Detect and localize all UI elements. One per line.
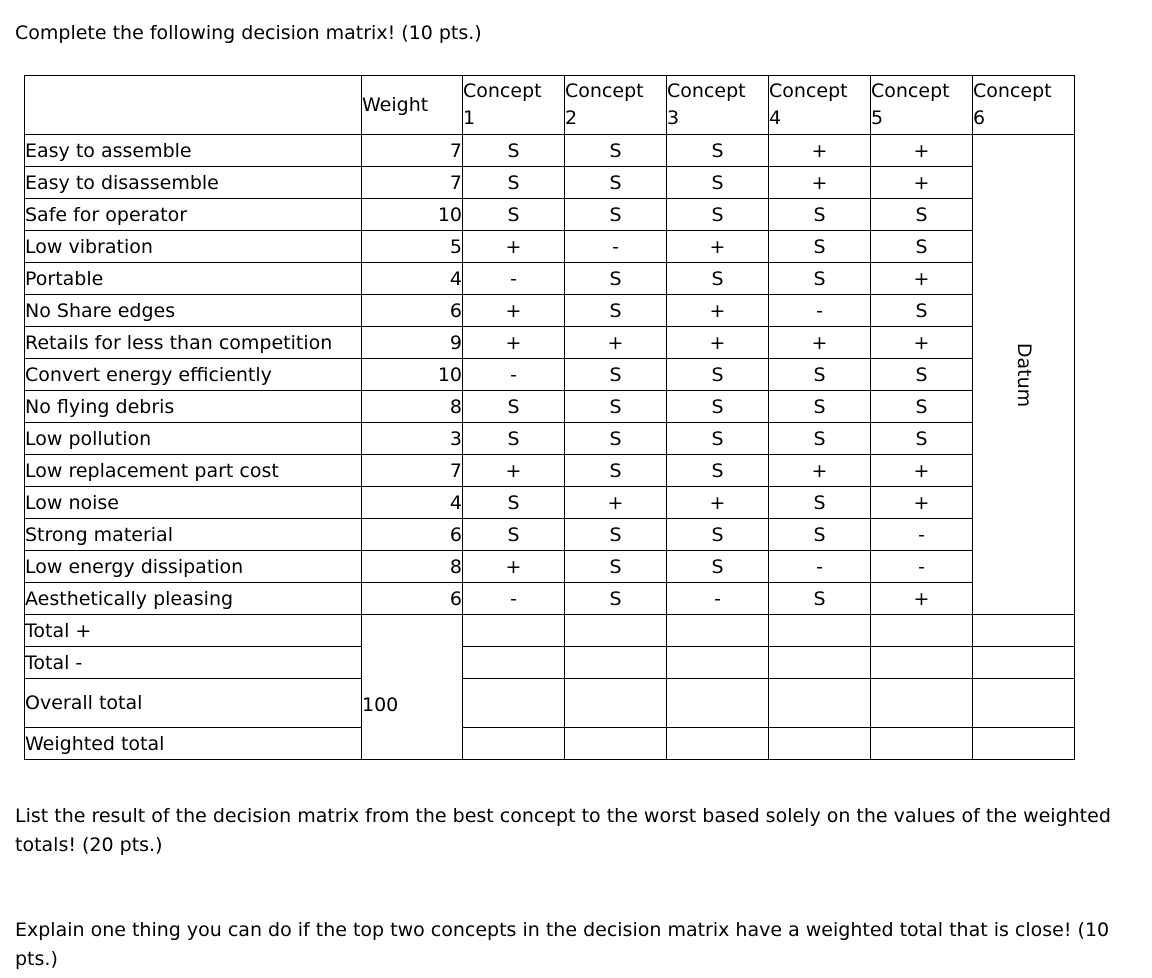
concept-4-rating: S <box>769 231 871 263</box>
criterion-row <box>25 199 1075 231</box>
weighted-total-concept-4-cell[interactable] <box>769 728 871 760</box>
criterion-weight: 8 <box>362 551 463 583</box>
concept-1-header: Concept 1 <box>463 76 565 135</box>
total-plus-concept-4-cell[interactable] <box>769 615 871 647</box>
weighted-total-concept-6-cell[interactable] <box>973 728 1075 760</box>
concept-3-rating: S <box>667 135 769 167</box>
concept-5-header: Concept 5 <box>871 76 973 135</box>
criterion-row <box>25 423 1075 455</box>
overall-total-label: Overall total <box>25 679 362 728</box>
concept-1-rating: S <box>463 519 565 551</box>
criterion-row <box>25 519 1075 551</box>
concept-1-rating: S <box>463 135 565 167</box>
concept-2-rating: + <box>565 487 667 519</box>
criterion-row <box>25 583 1075 615</box>
concept-3-header: Concept 3 <box>667 76 769 135</box>
overall-total-row <box>25 679 1075 728</box>
criterion-label: No Share edges <box>25 295 362 327</box>
concept-2-rating: S <box>565 423 667 455</box>
criterion-label: Low vibration <box>25 231 362 263</box>
criterion-label: Strong material <box>25 519 362 551</box>
total-minus-concept-5-cell[interactable] <box>871 647 973 679</box>
concept-2-rating: S <box>565 199 667 231</box>
total-plus-row <box>25 615 1075 647</box>
concept-5-rating: + <box>871 487 973 519</box>
overall-total-concept-5-cell[interactable] <box>871 679 973 728</box>
overall-total-concept-4-cell[interactable] <box>769 679 871 728</box>
criterion-weight: 4 <box>362 263 463 295</box>
header-row <box>25 76 1075 135</box>
concept-4-rating: - <box>769 295 871 327</box>
criterion-label: Convert energy efficiently <box>25 359 362 391</box>
concept-2-rating: S <box>565 167 667 199</box>
concept-3-rating: + <box>667 487 769 519</box>
concept-2-header: Concept 2 <box>565 76 667 135</box>
total-plus-concept-1-cell[interactable] <box>463 615 565 647</box>
total-plus-concept-3-cell[interactable] <box>667 615 769 647</box>
question-3: Explain one thing you can do if the top two concepts in the decision matrix have a weighted total that is close! (10 pts.) <box>15 919 1110 970</box>
total-minus-row <box>25 647 1075 679</box>
concept-3-rating: + <box>667 231 769 263</box>
criterion-label: Low replacement part cost <box>25 455 362 487</box>
concept-2-rating: S <box>565 295 667 327</box>
weighted-total-concept-3-cell[interactable] <box>667 728 769 760</box>
concept-3-rating: + <box>667 327 769 359</box>
criterion-row <box>25 359 1075 391</box>
weight-sum-cell <box>362 615 463 760</box>
concept-2-rating: S <box>565 455 667 487</box>
concept-4-rating: + <box>769 135 871 167</box>
concept-3-rating: S <box>667 199 769 231</box>
criterion-weight: 7 <box>362 135 463 167</box>
criterion-label: Safe for operator <box>25 199 362 231</box>
concept-5-rating: S <box>871 231 973 263</box>
question-2: List the result of the decision matrix from the best concept to the worst based solely on the values of the weighted totals! (20 pts.) <box>15 805 1111 856</box>
criterion-row <box>25 167 1075 199</box>
concept-4-rating: - <box>769 551 871 583</box>
criterion-row <box>25 455 1075 487</box>
criterion-weight: 5 <box>362 231 463 263</box>
concept-1-rating: S <box>463 423 565 455</box>
criterion-weight: 10 <box>362 199 463 231</box>
concept-4-rating: S <box>769 359 871 391</box>
concept-1-rating: + <box>463 295 565 327</box>
criterion-weight: 7 <box>362 167 463 199</box>
concept-1-rating: + <box>463 455 565 487</box>
concept-5-rating: S <box>871 295 973 327</box>
criterion-row <box>25 551 1075 583</box>
concept-4-header: Concept 4 <box>769 76 871 135</box>
weight-sum: 100 <box>362 694 399 716</box>
weighted-total-row <box>25 728 1075 760</box>
overall-total-concept-1-cell[interactable] <box>463 679 565 728</box>
concept-3-rating: S <box>667 455 769 487</box>
concept-2-rating: S <box>565 135 667 167</box>
concept-2-rating: S <box>565 583 667 615</box>
concept-1-rating: - <box>463 263 565 295</box>
concept-1-rating: + <box>463 231 565 263</box>
weight-header: Weight <box>362 76 463 135</box>
concept-5-rating: + <box>871 327 973 359</box>
concept-4-rating: S <box>769 263 871 295</box>
criterion-weight: 7 <box>362 455 463 487</box>
total-minus-concept-4-cell[interactable] <box>769 647 871 679</box>
criterion-weight: 3 <box>362 423 463 455</box>
criterion-label: Low energy dissipation <box>25 551 362 583</box>
concept-5-rating: + <box>871 135 973 167</box>
concept-1-rating: S <box>463 487 565 519</box>
question-1: Complete the following decision matrix! (10 pts.) <box>15 22 482 44</box>
criterion-weight: 6 <box>362 583 463 615</box>
concept-3-rating: + <box>667 295 769 327</box>
datum-cell <box>973 135 1075 615</box>
concept-5-rating: + <box>871 167 973 199</box>
criterion-row <box>25 391 1075 423</box>
total-minus-concept-3-cell[interactable] <box>667 647 769 679</box>
concept-3-rating: S <box>667 551 769 583</box>
concept-1-rating: - <box>463 359 565 391</box>
criterion-label: No flying debris <box>25 391 362 423</box>
concept-2-rating: S <box>565 519 667 551</box>
concept-1-rating: - <box>463 583 565 615</box>
criterion-label: Retails for less than competition <box>25 327 362 359</box>
weighted-total-concept-1-cell[interactable] <box>463 728 565 760</box>
overall-total-concept-2-cell[interactable] <box>565 679 667 728</box>
criterion-label: Easy to assemble <box>25 135 362 167</box>
criterion-row <box>25 295 1075 327</box>
concept-5-rating: S <box>871 199 973 231</box>
concept-3-rating: S <box>667 359 769 391</box>
concept-1-rating: + <box>463 327 565 359</box>
concept-5-rating: - <box>871 519 973 551</box>
concept-3-rating: S <box>667 423 769 455</box>
criterion-row <box>25 487 1075 519</box>
concept-1-rating: S <box>463 199 565 231</box>
concept-3-rating: S <box>667 263 769 295</box>
concept-4-rating: S <box>769 583 871 615</box>
concept-3-rating: - <box>667 583 769 615</box>
concept-1-rating: S <box>463 391 565 423</box>
total-minus-concept-2-cell[interactable] <box>565 647 667 679</box>
concept-4-rating: + <box>769 167 871 199</box>
criterion-label: Easy to disassemble <box>25 167 362 199</box>
concept-2-rating: S <box>565 263 667 295</box>
criterion-row <box>25 231 1075 263</box>
weighted-total-label: Weighted total <box>25 728 362 760</box>
empty-header-cell <box>25 76 362 135</box>
concept-4-rating: + <box>769 327 871 359</box>
criterion-row <box>25 263 1075 295</box>
concept-2-rating: + <box>565 327 667 359</box>
total-plus-label: Total + <box>25 615 362 647</box>
concept-4-rating: S <box>769 487 871 519</box>
criterion-weight: 6 <box>362 519 463 551</box>
criterion-label: Aesthetically pleasing <box>25 583 362 615</box>
criterion-weight: 10 <box>362 359 463 391</box>
concept-5-rating: S <box>871 391 973 423</box>
concept-4-rating: S <box>769 519 871 551</box>
total-plus-concept-2-cell[interactable] <box>565 615 667 647</box>
datum-label: Datum <box>1012 342 1035 407</box>
criterion-weight: 8 <box>362 391 463 423</box>
concept-5-rating: S <box>871 359 973 391</box>
concept-5-rating: + <box>871 263 973 295</box>
concept-3-rating: S <box>667 391 769 423</box>
criterion-weight: 4 <box>362 487 463 519</box>
criterion-label: Low pollution <box>25 423 362 455</box>
concept-1-rating: S <box>463 167 565 199</box>
concept-3-rating: S <box>667 519 769 551</box>
overall-total-concept-3-cell[interactable] <box>667 679 769 728</box>
total-plus-concept-5-cell[interactable] <box>871 615 973 647</box>
weighted-total-concept-5-cell[interactable] <box>871 728 973 760</box>
concept-4-rating: + <box>769 455 871 487</box>
criterion-row <box>25 327 1075 359</box>
concept-3-rating: S <box>667 167 769 199</box>
concept-5-rating: + <box>871 455 973 487</box>
concept-2-rating: - <box>565 231 667 263</box>
matrix-body <box>25 76 1075 760</box>
decision-matrix <box>24 75 1075 760</box>
total-minus-label: Total - <box>25 647 362 679</box>
total-minus-concept-1-cell[interactable] <box>463 647 565 679</box>
total-minus-concept-6-cell[interactable] <box>973 647 1075 679</box>
concept-4-rating: S <box>769 199 871 231</box>
concept-2-rating: S <box>565 391 667 423</box>
criterion-label: Portable <box>25 263 362 295</box>
concept-1-rating: + <box>463 551 565 583</box>
concept-2-rating: S <box>565 551 667 583</box>
concept-5-rating: - <box>871 551 973 583</box>
concept-6-header: Concept 6 <box>973 76 1075 135</box>
criterion-label: Low noise <box>25 487 362 519</box>
concept-4-rating: S <box>769 423 871 455</box>
criterion-weight: 9 <box>362 327 463 359</box>
criterion-weight: 6 <box>362 295 463 327</box>
criterion-row <box>25 135 1075 167</box>
weighted-total-concept-2-cell[interactable] <box>565 728 667 760</box>
overall-total-concept-6-cell[interactable] <box>973 679 1075 728</box>
concept-5-rating: S <box>871 423 973 455</box>
concept-2-rating: S <box>565 359 667 391</box>
total-plus-concept-6-cell[interactable] <box>973 615 1075 647</box>
concept-5-rating: + <box>871 583 973 615</box>
concept-4-rating: S <box>769 391 871 423</box>
